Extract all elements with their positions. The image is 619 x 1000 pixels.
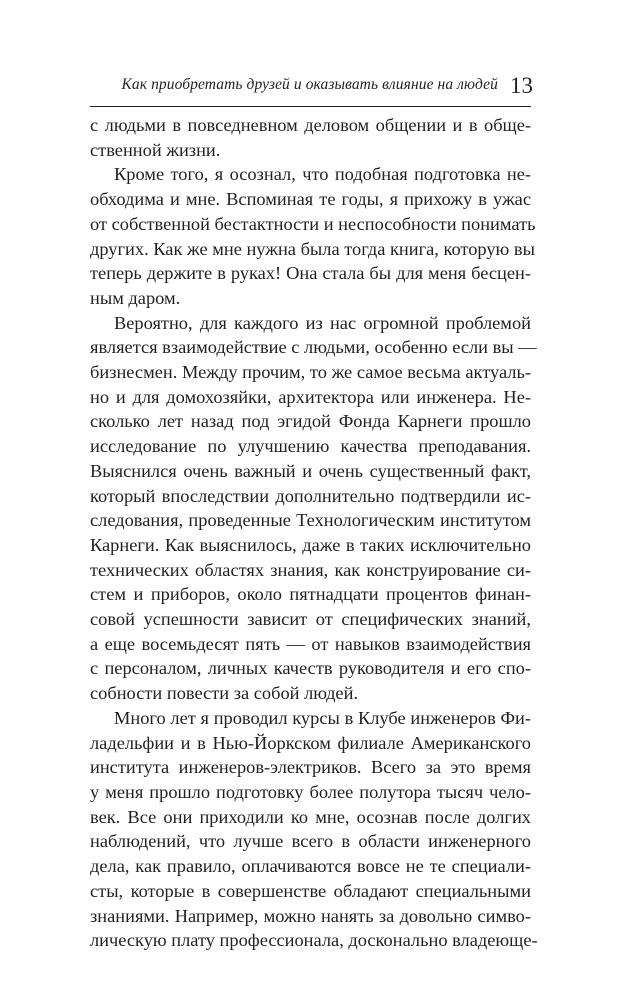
text-line: а еще восемьдесят пять — от навыков взаимодействия: [90, 633, 531, 654]
text-line: других. Как же мне нужна была тогда книга, которую вы: [90, 238, 535, 259]
text-line: технических областях знания, как конструирование си-: [90, 559, 531, 580]
text-line: дела, как правило, оплачиваются вовсе не те специали-: [90, 856, 531, 877]
text-line: стем и приборов, около пятнадцати процентов финан-: [90, 584, 531, 605]
text-line: с персоналом, личных качеств руководителя и его спо-: [90, 658, 531, 679]
text-line: следования, проведенные Технологическим институтом: [90, 510, 531, 531]
body-text: [90, 113, 538, 953]
text-line: института инженеров-электриков. Всего за это время: [90, 757, 531, 778]
running-title: Как приобретать друзей и оказывать влияние на людей: [121, 76, 498, 93]
text-line: Карнеги. Как выяснилось, даже в таких исключительно: [90, 534, 531, 555]
running-header: [90, 68, 533, 102]
header-rule: [90, 106, 531, 107]
text-line: обходима и мне. Вспоминая те годы, я прихожу в ужас: [90, 189, 531, 210]
text-line: является взаимодействие с людьми, особенно если вы —: [90, 337, 537, 358]
text-line: исследование по улучшению качества преподавания.: [90, 436, 531, 457]
text-line: теперь держите в руках! Она стала бы для меня бесцен-: [90, 263, 531, 284]
text-line: сты, которые в совершенстве обладают специальными: [90, 880, 531, 901]
text-line: век. Все они приходили ко мне, осознав после долгих: [90, 806, 531, 827]
text-line: ным даром.: [90, 287, 181, 308]
text-line: совой успешности зависит от специфических знаний,: [90, 609, 531, 630]
text-line: у меня прошло подготовку более полутора тысяч чело-: [90, 781, 531, 802]
text-line: бизнесмен. Между прочим, то же самое весьма актуаль-: [90, 362, 531, 383]
text-line: который впоследствии дополнительно подтвердили ис-: [90, 485, 531, 506]
text-line: ственной жизни.: [90, 139, 221, 160]
text-line: сколько лет назад под эгидой Фонда Карнеги прошло: [90, 411, 531, 432]
text-line: Вероятно, для каждого из нас огромной проблемой: [114, 312, 531, 333]
text-line: с людьми в повседневном деловом общении и в обще-: [90, 115, 531, 135]
text-line: Выяснился очень важный и очень существенный факт,: [90, 460, 531, 481]
text-line: знаниями. Например, можно нанять за довольно симво-: [90, 905, 531, 926]
text-line: от собственной бестактности и неспособности понимать: [90, 213, 536, 234]
text-line: Кроме того, я осознал, что подобная подготовка не-: [114, 164, 531, 185]
text-line: ладельфии и в Нью-Йоркском филиале Американского: [90, 732, 531, 753]
text-line: лическую плату профессионала, досконально владеюще-: [90, 930, 538, 951]
text-line: собности повести за собой людей.: [90, 683, 359, 704]
text-line: наблюдений, что лучше всего в области инженерного: [90, 831, 531, 852]
page-number: 13: [510, 72, 533, 98]
text-line: Много лет я проводил курсы в Клубе инженеров Фи-: [114, 707, 531, 728]
text-line: но и для домохозяйки, архитектора или инженера. Не-: [90, 386, 531, 407]
